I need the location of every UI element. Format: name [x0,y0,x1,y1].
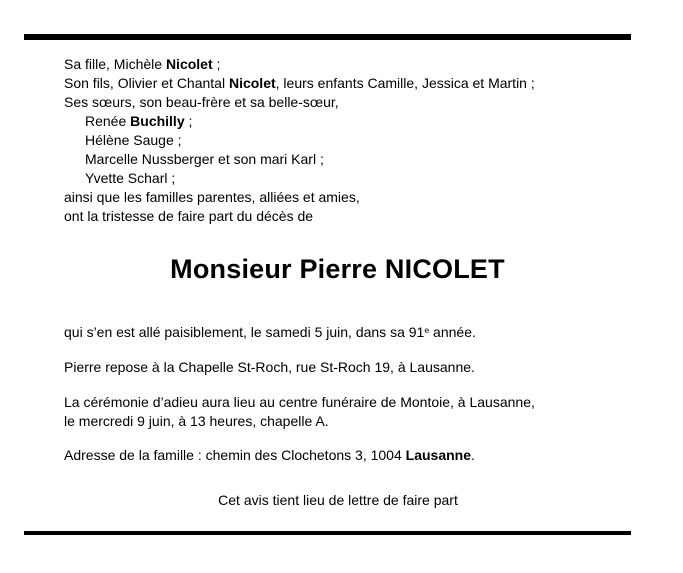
notice-text: Renée [85,113,131,129]
notice-line [64,393,535,412]
family-list [64,55,535,226]
notice-line [64,150,535,169]
bold-name-text: Nicolet [228,75,276,91]
notice-line [64,131,535,150]
paragraph-family-address [64,446,475,465]
paragraph-ceremony [64,393,535,431]
notice-text: Marcelle Nussberger et son mari Karl ; [85,151,324,167]
notice-text: e [424,325,430,336]
paragraph-death-details [64,323,476,344]
notice-text: Ses sœurs, son beau-frère et sa belle-sœur, [64,94,339,110]
notice-text: La cérémonie d’adieu aura lieu au centre funéraire de Montoie, à Lausanne, [64,394,535,410]
notice-text: Pierre repose à la Chapelle St-Roch, rue St-Roch 19, à Lausanne. [64,359,475,375]
notice-line [64,412,535,431]
deceased-name-title: Monsieur Pierre NICOLET [170,254,505,284]
notice-text: ; [184,113,193,129]
notice-line [64,446,475,465]
closing-line: Cet avis tient lieu de lettre de faire part [218,492,458,508]
notice-text: ainsi que les familles parentes, alliées et amies, [64,189,360,205]
notice-line [64,207,535,226]
notice-text: Yvette Scharl ; [85,170,176,186]
paragraph-repose-location [64,358,475,377]
notice-line [64,74,535,93]
notice-text: année. [429,324,476,340]
notice-text: ; [212,56,221,72]
notice-text: qui s’en est allé paisiblement, le samedi 5 juin, dans sa 91 [64,324,425,340]
notice-text: Son fils, Olivier et Chantal [64,75,229,91]
notice-line [64,112,535,131]
notice-text: ont la tristesse de faire part du décès de [64,208,314,224]
notice-line [64,55,535,74]
bold-name-text: Nicolet [165,56,213,72]
notice-text: Sa fille, Michèle [64,56,166,72]
notice-line [64,188,535,207]
notice-text: Hélène Sauge ; [85,132,182,148]
notice-line [64,93,535,112]
bold-name-text: Buchilly [130,113,185,129]
top-rule [24,34,631,40]
notice-text: Adresse de la famille : chemin des Clochetons 3, 1004 [64,447,406,463]
notice-text: le mercredi 9 juin, à 13 heures, chapelle A. [64,413,329,429]
bold-name-text: Lausanne [405,447,471,463]
notice-line [64,358,475,377]
notice-text: , leurs enfants Camille, Jessica et Martin ; [275,75,535,91]
notice-line [64,169,535,188]
notice-line [64,323,476,344]
bottom-rule [24,531,631,535]
notice-text: . [471,447,475,463]
